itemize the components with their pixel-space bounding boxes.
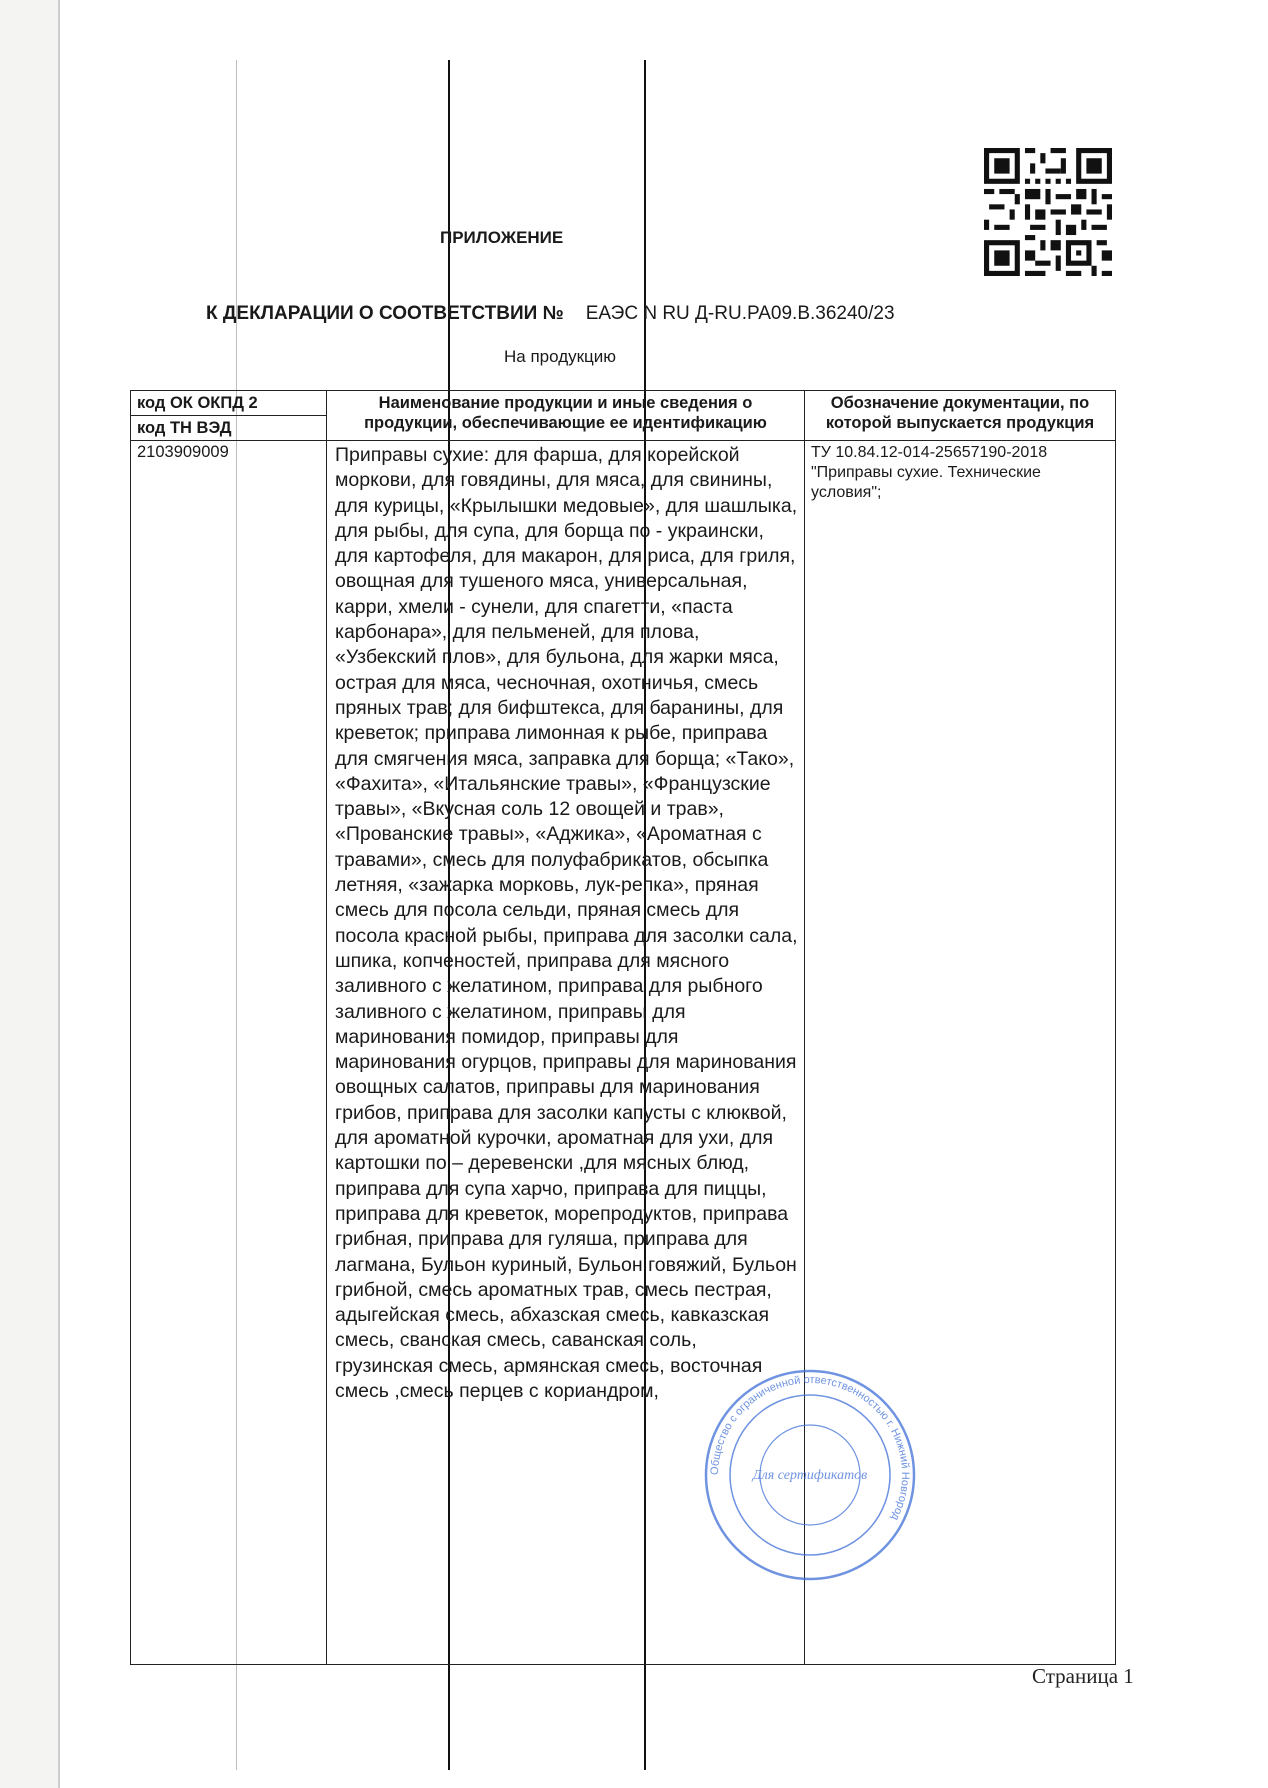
declaration-line (206, 303, 1026, 325)
product-code: 2103909009 (131, 441, 327, 1665)
table-row (131, 441, 1116, 1665)
header-okpd: код ОК ОКПД 2 (131, 391, 327, 416)
stamp-ring-text: Общество с ограниченной ответственностью г. Нижний Новгород (708, 1373, 912, 1523)
product-table (130, 390, 1116, 1665)
table-header-row (131, 391, 1116, 416)
company-stamp (700, 1365, 920, 1585)
subtitle: На продукцию (504, 347, 617, 366)
header-name: Наименование продукции и иные сведения о продукции, обеспечивающие ее идентификацию (327, 391, 805, 441)
page-edge (58, 0, 60, 1788)
stamp-center-text: Для сертификатов (752, 1468, 868, 1483)
product-documentation: ТУ 10.84.12-014-25657190-2018 "Приправы сухие. Технические условия"; (805, 441, 1116, 1665)
document-title: ПРИЛОЖЕНИЕ (440, 228, 564, 247)
header-tnved: код ТН ВЭД (131, 416, 327, 441)
product-description: Приправы сухие: для фарша, для корейской моркови, для говядины, для мяса, для свинины, для курицы, «Крылышки медовые», для шашлыка, для рыбы, для супа, для борща по - украински, для картофеля, для макарон, для риса, для гриля, овощная для тушеного мяса, универсальная, карри, хмели - сунели, для спагетти, «паста карбонара», для пельменей, для плова, «Узбекский плов», для бульона, для жарки мяса, острая для мяса, чесночная, охотничья, смесь пряных трав; для бифштекса, для баранины, для креветок; приправа лимонная к рыбе, приправа для смягчения мяса, заправка для борща; «Тако», «Фахита», «Итальянские травы», «Французские травы», «Вкусная соль 12 овощей и трав», «Прованские травы», «Аджика», «Ароматная с травами», смесь для полуфабрикатов, обсыпка летняя, «зажарка морковь, лук-репка», пряная смесь для посола сельди, пряная смесь для посола красной рыбы, приправа для засолки сала, шпика, копченостей, приправа для мясного заливного с желатином, приправа для рыбного заливного с желатином, приправы для маринования помидор, приправы для маринования огурцов, приправы для маринования овощных салатов, приправы для маринования грибов, приправа для засолки капусты с клюквой, для ароматной курочки, ароматная для ухи, для картошки по – деревенски ,для мясных блюд, приправа для супа харчо, приправа для пиццы, приправа для креветок, морепродуктов, приправа грибная, приправа для гуляша, приправа для лагмана, Бульон куриный, Бульон говяжий, Бульон грибной, смесь ароматных трав, смесь пестрая, адыгейская смесь, абхазская смесь, кавказская смесь, сванская смесь, саванская соль, грузинская смесь, армянская смесь, восточная смесь ,смесь перцев с кориандром, (327, 441, 805, 1665)
declaration-label: К ДЕКЛАРАЦИИ О СООТВЕТСТВИИ № (206, 303, 564, 324)
svg-text:Общество с ограниченной ответс (709, 1374, 911, 1523)
header-docs: Обозначение документации, по которой выпускается продукция (805, 391, 1116, 441)
page-number: Страница 1 (1032, 1664, 1134, 1688)
qr-code (984, 142, 1112, 282)
declaration-number: ЕАЭС N RU Д-RU.PA09.B.36240/23 (585, 303, 895, 324)
